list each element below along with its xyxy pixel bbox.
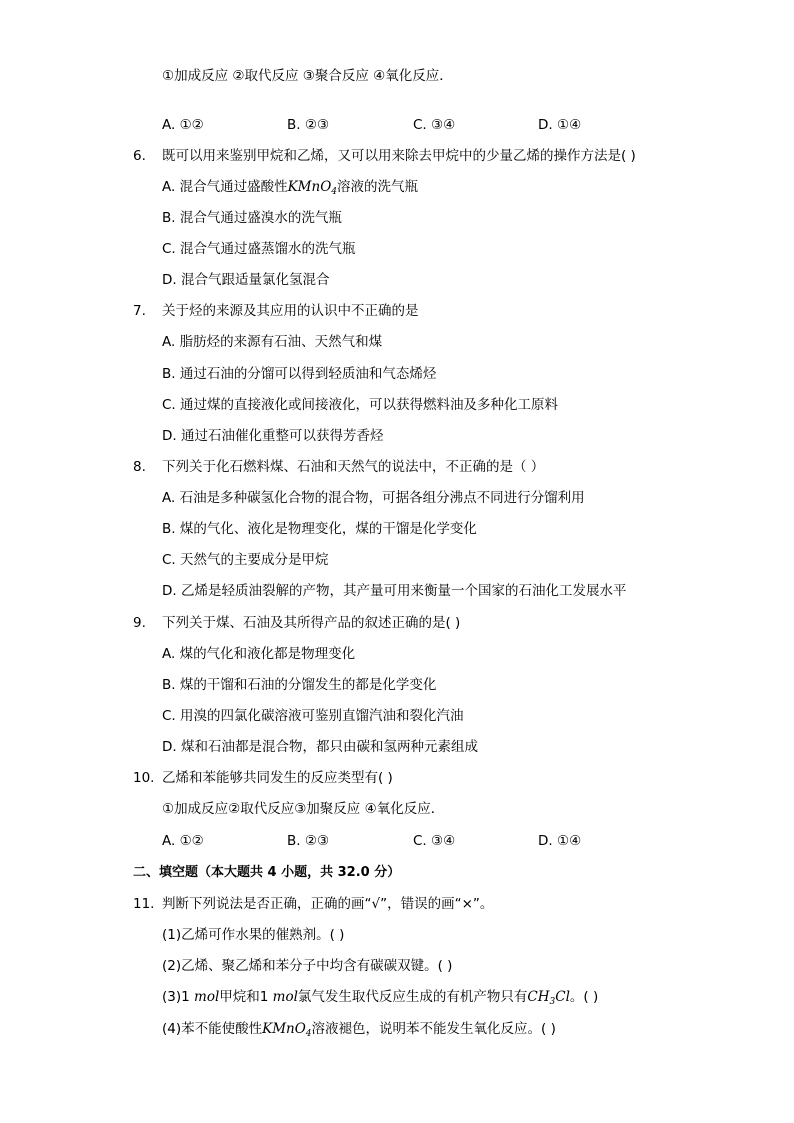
- q6-option-a-post: 溶液的洗气瓶: [337, 179, 418, 195]
- q7-option-a[interactable]: A. 脂肪烃的来源有石油、天然气和煤: [162, 334, 383, 350]
- q10-option-a[interactable]: A. ①②: [162, 833, 204, 849]
- q6-stem: 既可以用来鉴别甲烷和乙烯，又可以用来除去甲烷中的少量乙烯的操作方法是( ): [162, 148, 636, 164]
- section-heading: 二、填空题（本大题共 4 小题，共 32.0 分）: [133, 865, 401, 880]
- q7-option-c[interactable]: C. 通过煤的直接液化或间接液化，可以获得燃料油及多种化工原料: [162, 397, 559, 413]
- q10-sub-text: ①加成反应②取代反应③加聚反应 ④氧化反应．: [162, 801, 445, 817]
- q9-option-a[interactable]: A. 煤的气化和液化都是物理变化: [162, 646, 356, 662]
- q8-option-d[interactable]: D. 乙烯是轻质油裂解的产物，其产量可用来衡量一个国家的石油化工发展水平: [162, 583, 627, 599]
- q8-number: 8.: [133, 459, 146, 475]
- q7-number: 7.: [133, 303, 146, 319]
- q5-option-b[interactable]: B. ②③: [287, 117, 330, 133]
- q8-option-b[interactable]: B. 煤的气化、液化是物理变化，煤的干馏是化学变化: [162, 521, 477, 537]
- q11-item-1: (1)乙烯可作水果的催熟剂。( ): [162, 927, 345, 943]
- q5-sub-text: ①加成反应 ②取代反应 ③聚合反应 ④氧化反应．: [162, 68, 453, 84]
- q6-option-b[interactable]: B. 混合气通过盛溴水的洗气瓶: [162, 210, 342, 226]
- q6-number: 6.: [133, 148, 146, 164]
- q6-option-a[interactable]: [162, 178, 418, 196]
- q6-option-d[interactable]: D. 混合气跟适量氯化氢混合: [162, 272, 330, 288]
- q5-option-c[interactable]: C. ③④: [413, 117, 456, 133]
- q10-option-d[interactable]: D. ①④: [538, 833, 582, 849]
- q6-option-c[interactable]: C. 混合气通过盛蒸馏水的洗气瓶: [162, 241, 356, 257]
- mol-unit: mol: [194, 989, 220, 1005]
- ch3cl-formula: $CH_3Cl$: [527, 989, 570, 1007]
- q9-option-b[interactable]: B. 煤的干馏和石油的分馏发生的都是化学变化: [162, 677, 437, 693]
- q11-stem: 判断下列说法是否正确，正确的画“√”，错误的画“×”。: [162, 896, 494, 912]
- q8-option-c[interactable]: C. 天然气的主要成分是甲烷: [162, 552, 329, 568]
- q11-item-2: (2)乙烯、聚乙烯和苯分子中均含有碳碳双键。( ): [162, 958, 453, 974]
- q10-stem: 乙烯和苯能够共同发生的反应类型有( ): [162, 770, 393, 786]
- q5-option-d[interactable]: D. ①④: [538, 117, 582, 133]
- q7-option-d[interactable]: D. 通过石油催化重整可以获得芳香烃: [162, 428, 384, 444]
- q11-item-4: (4)苯不能使酸性KMnO$_4$溶液褪色，说明苯不能发生氧化反应。( ): [162, 1021, 556, 1039]
- q10-number: 10.: [133, 770, 155, 786]
- q9-number: 9.: [133, 615, 146, 631]
- kmno4-formula: KMnO$_4$: [287, 179, 337, 197]
- q8-option-a[interactable]: A. 石油是多种碳氢化合物的混合物，可据各组分沸点不同进行分馏利用: [162, 490, 585, 506]
- q7-option-b[interactable]: B. 通过石油的分馏可以得到轻质油和气态烯烃: [162, 366, 437, 382]
- q11-item-3: (3)1 mol甲烷和1 mol氯气发生取代反应生成的有机产物只有$CH_3Cl$。( ): [162, 989, 599, 1007]
- q9-option-d[interactable]: D. 煤和石油都是混合物，都只由碳和氢两种元素组成: [162, 739, 478, 755]
- kmno4-formula: KMnO$_4$: [262, 1021, 312, 1039]
- q9-stem: 下列关于煤、石油及其所得产品的叙述正确的是( ): [162, 615, 461, 631]
- mol-unit: mol: [272, 989, 298, 1005]
- q8-stem: 下列关于化石燃料煤、石油和天然气的说法中，不正确的是（ ）: [162, 459, 545, 475]
- q7-stem: 关于烃的来源及其应用的认识中不正确的是: [162, 303, 419, 319]
- q6-option-a-pre: A. 混合气通过盛酸性: [162, 179, 288, 195]
- q5-option-a[interactable]: A. ①②: [162, 117, 204, 133]
- q9-option-c[interactable]: C. 用溴的四氯化碳溶液可鉴别直馏汽油和裂化汽油: [162, 708, 464, 724]
- q11-number: 11.: [133, 896, 155, 912]
- q10-option-b[interactable]: B. ②③: [287, 833, 330, 849]
- q10-option-c[interactable]: C. ③④: [413, 833, 456, 849]
